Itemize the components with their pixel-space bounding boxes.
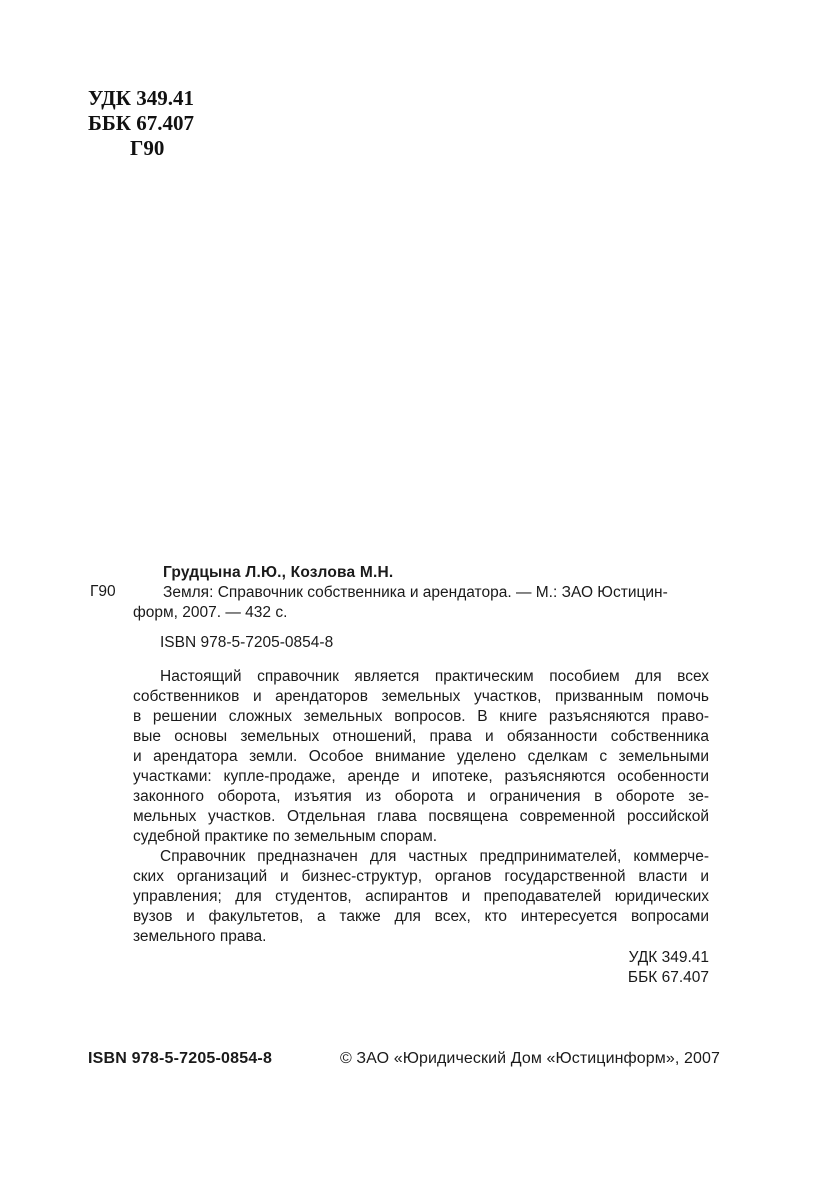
title-line: форм, 2007. — 432 с. — [133, 604, 288, 621]
record-author-mark: Г90 — [90, 583, 116, 600]
text-line: в решении сложных земельных вопросов. В книге разъясняются право- — [133, 708, 709, 725]
classification-header — [88, 86, 194, 161]
text-line: судебной практике по земельным спорам. — [133, 828, 438, 845]
copyright: © ЗАО «Юридический Дом «Юстицинформ», 2007 — [339, 1050, 720, 1067]
text-line: вые основы земельных отношений, права и обязанности собственника — [133, 728, 709, 745]
bbk-code: ББК 67.407 — [627, 969, 709, 986]
text-line: мельных участков. Отдельная глава посвящена современной российской — [133, 808, 709, 825]
title-line: Земля: Справочник собственника и арендатора. — М.: ЗАО Юстицин- — [163, 584, 668, 601]
text-line: вузов и факультетов, а также для всех, кто интересуется вопросами — [133, 908, 709, 925]
classification-codes — [133, 948, 709, 988]
text-line: управления; для студентов, аспирантов и преподавателей юридических — [133, 888, 709, 905]
text-line: законного оборота, изъятия из оборота и ограничения в обороте зе- — [133, 788, 709, 805]
annotation-paragraph-2 — [133, 847, 709, 947]
title-block — [133, 583, 709, 623]
udk-code: УДК 349.41 — [628, 949, 709, 966]
text-line: Настоящий справочник является практическим пособием для всех — [160, 668, 709, 685]
annotation — [133, 667, 709, 947]
text-line: Справочник предназначен для частных предпринимателей, коммерче- — [160, 848, 709, 865]
authors: Грудцына Л.Ю., Козлова М.Н. — [163, 564, 394, 581]
record-isbn: ISBN 978-5-7205-0854-8 — [160, 634, 334, 651]
udk-code: УДК 349.41 — [88, 86, 194, 110]
bibliographic-record — [133, 563, 709, 988]
text-line: собственников и арендаторов земельных участков, призванным помочь — [133, 688, 709, 705]
footer-isbn: ISBN 978-5-7205-0854-8 — [88, 1050, 273, 1067]
author-mark: Г90 — [130, 136, 165, 160]
text-line: участками: купле-продаже, аренде и ипотеке, разъясняются особенности — [133, 768, 709, 785]
text-line: ских организаций и бизнес-структур, органов государственной власти и — [133, 868, 709, 885]
bbk-code: ББК 67.407 — [88, 111, 194, 135]
text-line: земельного права. — [133, 928, 267, 945]
text-line: и арендатора земли. Особое внимание уделено сделкам с земельными — [133, 748, 709, 765]
annotation-paragraph-1 — [133, 667, 709, 847]
